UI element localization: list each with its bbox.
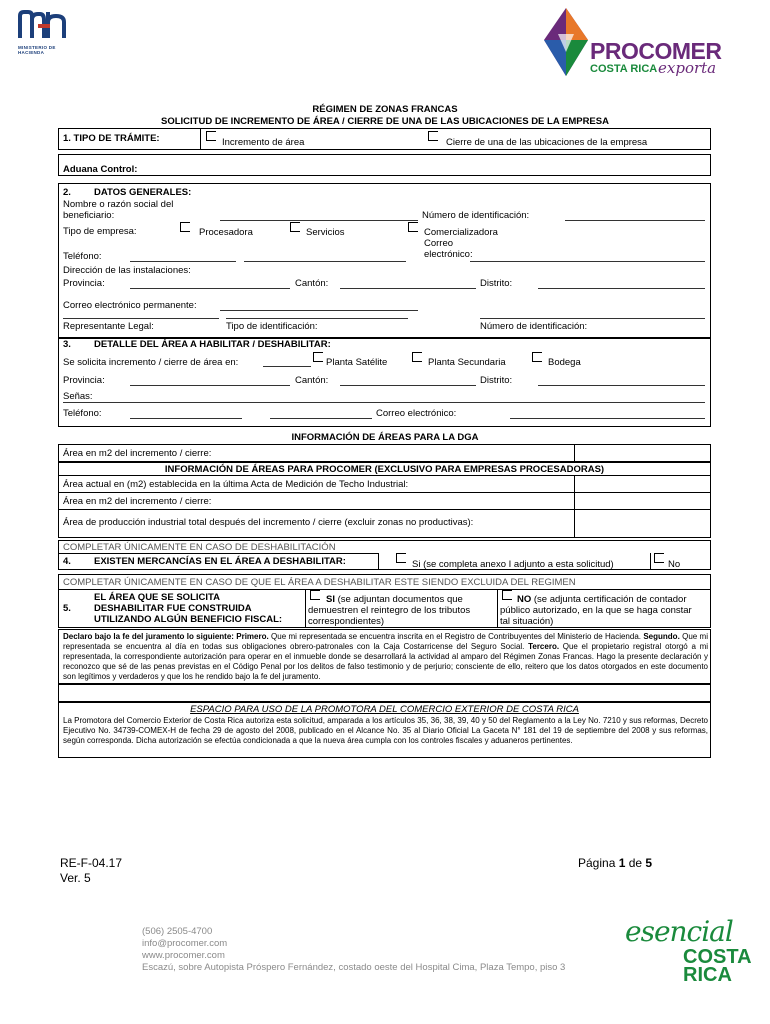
- dga-title: INFORMACIÓN DE ÁREAS PARA LA DGA: [291, 432, 479, 443]
- correo-permanente-field[interactable]: [220, 310, 418, 311]
- rep-legal-field[interactable]: [63, 318, 219, 319]
- num-id-field[interactable]: [480, 318, 705, 319]
- s3-telefono-field-2[interactable]: [270, 418, 372, 419]
- procomer-wordmark: PROCOMER: [590, 38, 722, 64]
- telefono-field-1[interactable]: [130, 261, 236, 262]
- mercancias-title: EXISTEN MERCANCÍAS EN EL ÁREA A DESHABILITAR:: [94, 556, 346, 567]
- procomer-areas-title: INFORMACIÓN DE ÁREAS PARA PROCOMER (EXCLUSIVO PARA EMPRESAS PROCESADORAS): [164, 464, 605, 475]
- senas-field[interactable]: [63, 402, 705, 403]
- s3-telefono-field-1[interactable]: [130, 418, 242, 419]
- detalle-area-title: DETALLE DEL ÁREA A HABILITAR / DESHABILITAR:: [94, 339, 331, 350]
- mercancias-no-checkbox[interactable]: [654, 553, 664, 563]
- declaracion-text: Declaro bajo la fe del juramento lo siguiente: Primero. Que mi representada se encuentra inscrita en el Registro de Contribuyentes del Ministerio de Hacienda. Segundo. Que mi representada se encuentra al día en todas sus obligaciones obrero-patronales con la Caja Costarricense del Seguro Social. Tercero. Que el propietario registral otorgó a mi representada, la correspondiente autorización para operar en el inmueble donde se desarrollará la actividad al amparo del Régimen Zonas Francas. Hago la presente declaración y reconozco que sé de las penas previstas en el Código Penal por los delitos de falso testimonio y de perjurio; consciente de ello, reitero que los datos otorgados en este documento son legítimos y verdaderos y que los he rendido bajo la fe del juramento.: [63, 632, 709, 681]
- esencial-logo: esencial COSTA RICA: [625, 915, 752, 986]
- form-code: RE-F-04.17: [60, 856, 123, 870]
- incremento-label: Incremento de área: [222, 137, 305, 148]
- contact-web: www.procomer.com: [142, 950, 225, 961]
- tipo-tramite-label: 1. TIPO DE TRÁMITE:: [63, 133, 160, 144]
- provincia-field[interactable]: [130, 288, 290, 289]
- promotora-title: ESPACIO PARA USO DE LA PROMOTORA DEL COMERCIO EXTERIOR DE COSTA RICA: [190, 704, 579, 715]
- procesadora-checkbox[interactable]: [180, 222, 190, 232]
- form-version: Ver. 5: [60, 871, 91, 885]
- procomer-logo: [540, 6, 720, 81]
- promotora-text: La Promotora del Comercio Exterior de Costa Rica autoriza esta solicitud, amparada a los artículos 35, 36, 38, 39, 40 y 50 del Reglamento a la Ley No. 7210 y sus reformas, Decreto Ejecutivo No. 34739-COMEX-H de fecha 29 de agosto del 2008, publicado en el Alcance No. 35 al Diario Oficial La Gaceta N° 181 del 19 de septiembre del 2008 y sus reformas, según corresponda. Dicha autorización se efectúa condicionada a que la nueva área cumpla con los controles fiscales y aduaneros pertinentes.: [63, 716, 708, 745]
- s3-canton-field[interactable]: [340, 385, 476, 386]
- servicios-checkbox[interactable]: [290, 222, 300, 232]
- excluida-note: COMPLETAR ÚNICAMENTE EN CASO DE QUE EL ÁREA A DESHABILITAR ESTE SIENDO EXCLUIDA DEL REGIMEN: [63, 577, 576, 588]
- blank-box: [58, 684, 711, 702]
- tipo-id-field[interactable]: [226, 318, 408, 319]
- deshabilitacion-note: COMPLETAR ÚNICAMENTE EN CASO DE DESHABILITACIÓN: [63, 542, 336, 553]
- cierre-checkbox[interactable]: [428, 131, 438, 141]
- procomer-country: COSTA RICA: [590, 63, 658, 75]
- correo-field[interactable]: [470, 261, 705, 262]
- planta-secundaria-checkbox[interactable]: [412, 352, 422, 362]
- contact-phone: (506) 2505-4700: [142, 926, 213, 937]
- distrito-field[interactable]: [538, 288, 705, 289]
- contact-address: Escazú, sobre Autopista Próspero Fernández, costado oeste del Hospital Cima, Plaza Tempo, piso 3: [142, 962, 566, 973]
- nombre-field[interactable]: [220, 220, 418, 221]
- canton-field[interactable]: [340, 288, 476, 289]
- procomer-script: exporta: [658, 59, 717, 77]
- bodega-checkbox[interactable]: [532, 352, 542, 362]
- beneficio-no-checkbox[interactable]: [502, 590, 512, 600]
- s3-provincia-field[interactable]: [130, 385, 290, 386]
- form-title-1: RÉGIMEN DE ZONAS FRANCAS: [312, 104, 458, 115]
- cierre-label: Cierre de una de las ubicaciones de la empresa: [446, 137, 648, 148]
- datos-generales-title: DATOS GENERALES:: [94, 187, 192, 198]
- hacienda-text: MINISTERIO DE HACIENDA: [18, 45, 56, 55]
- s3-distrito-field[interactable]: [538, 385, 705, 386]
- page-number: Página 1 de 5: [578, 856, 653, 870]
- contact-email: info@procomer.com: [142, 938, 228, 949]
- beneficio-si-checkbox[interactable]: [310, 590, 320, 600]
- planta-satelite-checkbox[interactable]: [313, 352, 323, 362]
- aduana-box: [58, 154, 711, 176]
- hacienda-logo: [18, 10, 72, 55]
- comercializadora-checkbox[interactable]: [408, 222, 418, 232]
- incremento-checkbox[interactable]: [206, 131, 216, 141]
- aduana-label: Aduana Control:: [63, 164, 138, 175]
- form-title-2: SOLICITUD DE INCREMENTO DE ÁREA / CIERRE DE UNA DE LAS UBICACIONES DE LA EMPRESA: [161, 116, 609, 127]
- s3-correo-field[interactable]: [510, 418, 705, 419]
- numero-id-field[interactable]: [565, 220, 705, 221]
- mercancias-si-checkbox[interactable]: [396, 553, 406, 563]
- telefono-field-2[interactable]: [244, 261, 406, 262]
